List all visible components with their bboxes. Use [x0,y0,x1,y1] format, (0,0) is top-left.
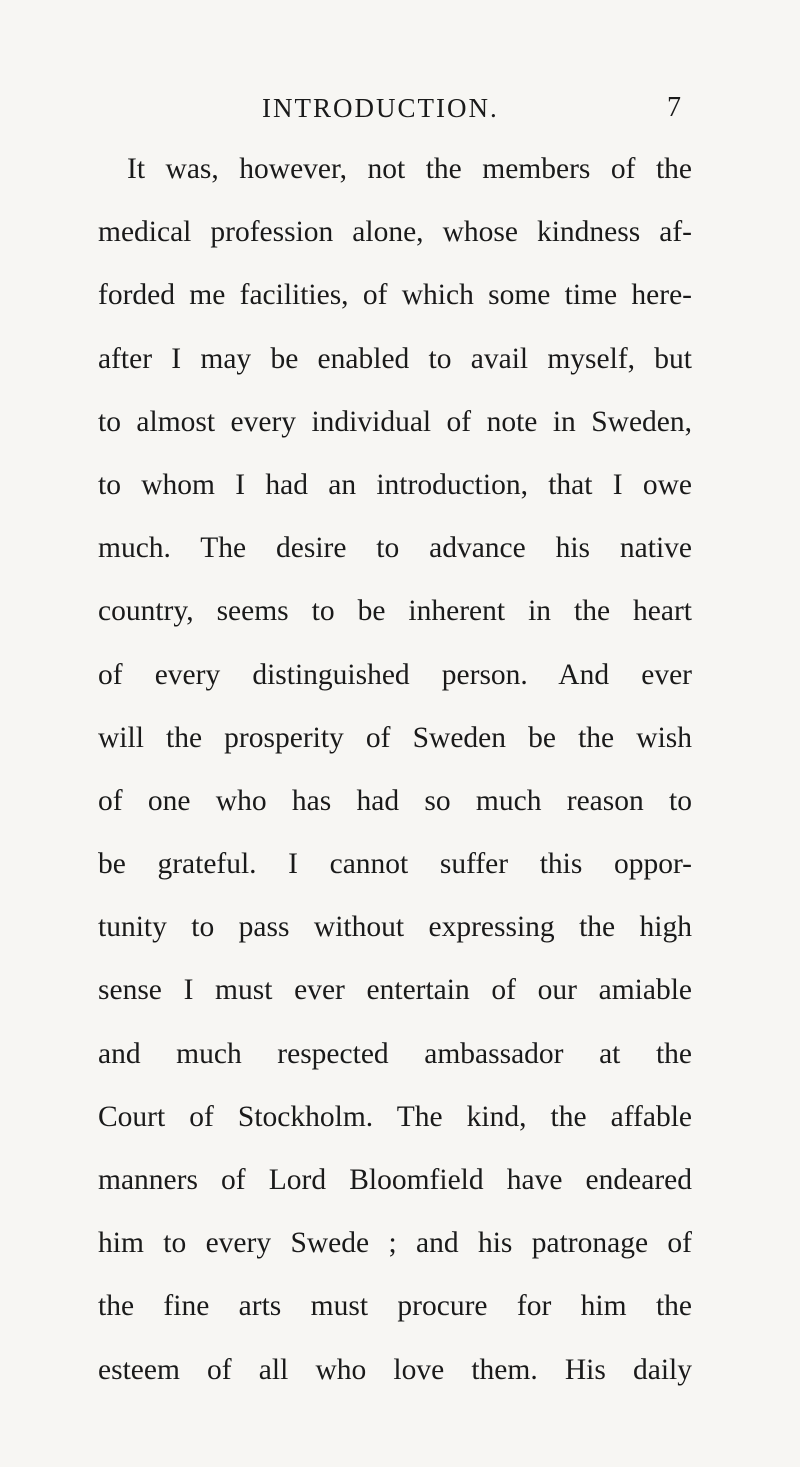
text-line: be grateful. I cannot suffer this oppor- [98,848,692,881]
text-line: and much respected ambassador at the [98,1037,692,1070]
chapter-title: INTRODUCTION. [262,93,499,123]
text-line: to whom I had an introduction, that I owe [98,468,692,501]
running-header [0,88,800,128]
text-line: to almost every individual of note in Sweden, [98,405,692,438]
text-line: the fine arts must procure for him the [98,1290,692,1323]
text-line: forded me facilities, of which some time here- [98,279,692,312]
text-line: will the prosperity of Sweden be the wish [98,721,692,754]
text-line: of one who has had so much reason to [98,784,692,817]
text-line: Court of Stockholm. The kind, the affable [98,1100,692,1133]
text-line: of every distinguished person. And ever [98,658,692,691]
text-line: It was, however, not the members of the [127,153,692,185]
text-line: much. The desire to advance his native [98,532,692,565]
body-text [98,138,692,1402]
text-line: esteem of all who love them. His daily [98,1353,692,1386]
page-number: 7 [667,92,681,123]
text-line: manners of Lord Bloomfield have endeared [98,1164,692,1196]
text-line: tunity to pass without expressing the high [98,911,692,944]
text-line: after I may be enabled to avail myself, but [98,342,692,375]
text-line: medical profession alone, whose kindness af- [98,216,692,249]
text-line: him to every Swede ; and his patronage of [98,1227,692,1260]
text-line: sense I must ever entertain of our amiable [98,974,692,1007]
text-line: country, seems to be inherent in the heart [98,595,692,628]
